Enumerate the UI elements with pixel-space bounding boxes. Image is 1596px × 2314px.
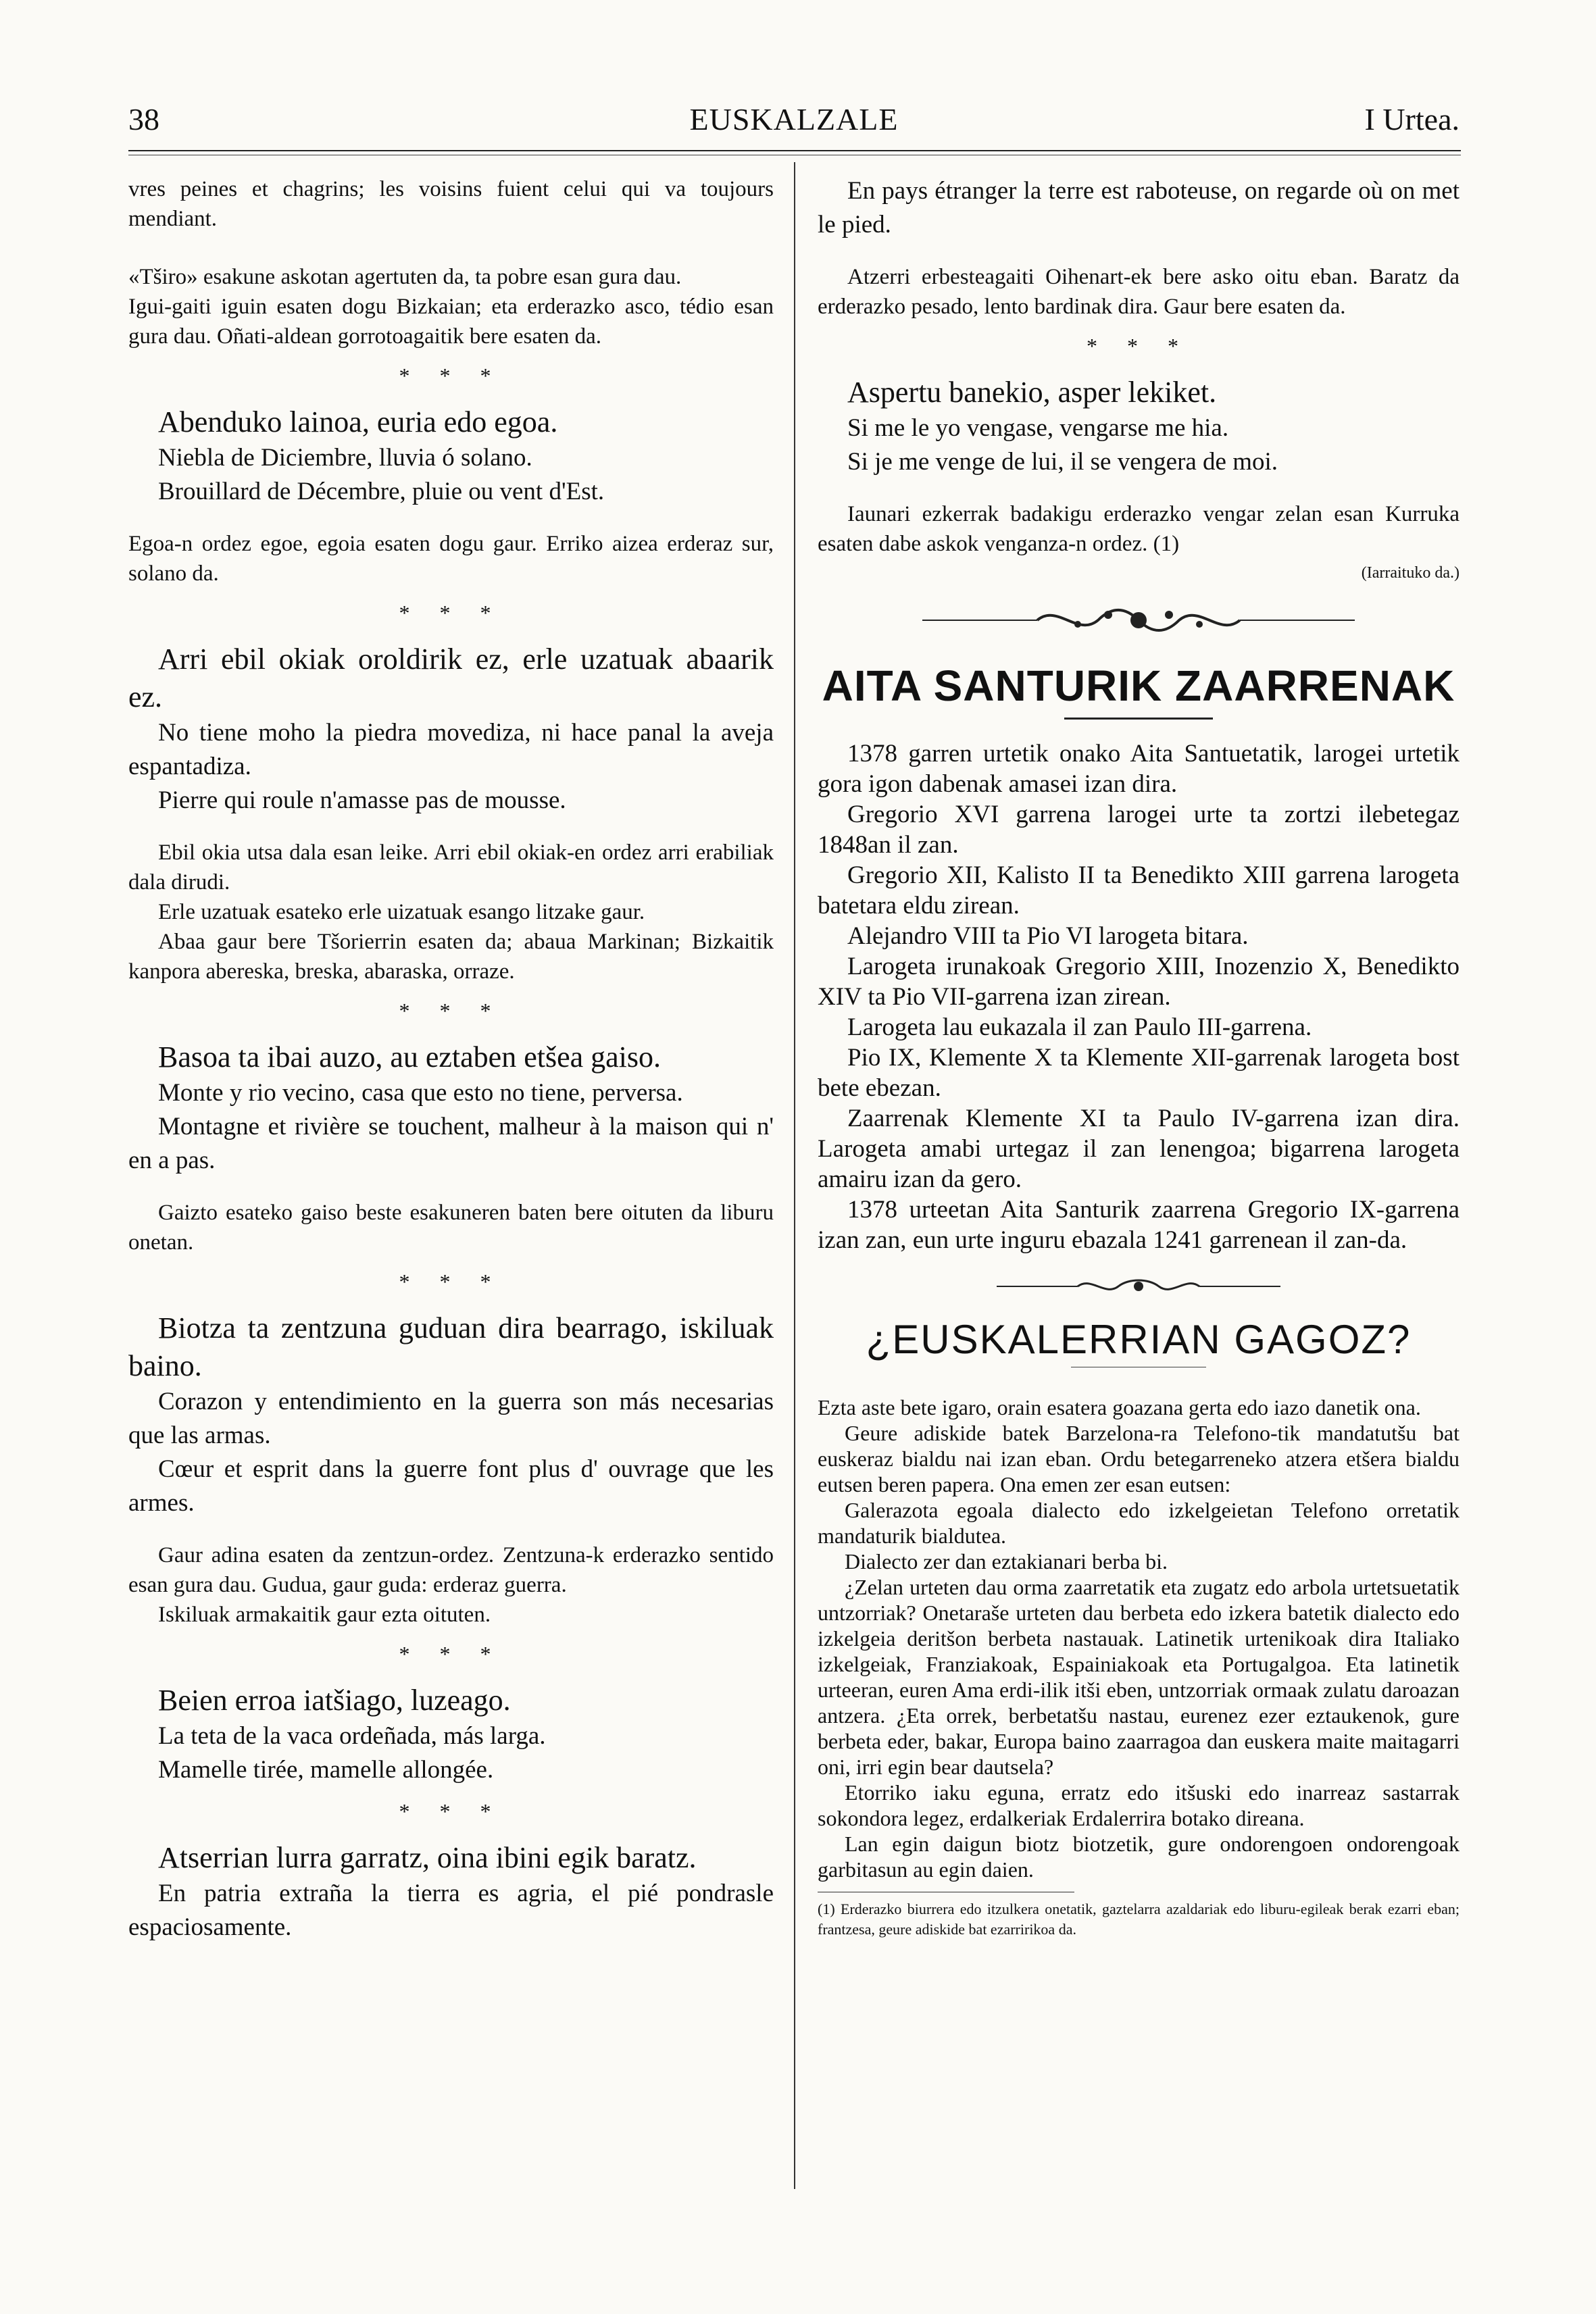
ornament-divider-icon [922,600,1355,640]
paragraph: Igui-gaiti iguin esaten dogu Bizkaian; eta erderazko asco, tédio esan gura dau. Oñati-aldean gorrotoagaitik bere esaten da. [128,295,774,349]
proverb-basque: Abenduko lainoa, euria edo egoa. [158,405,558,438]
paragraph: Pio IX, Klemente X ta Klemente XII-garrenak larogeta bost bete ebezan. [818,1044,1460,1102]
section-separator: * * * [399,1799,503,1823]
paragraph: vres peines et chagrins; les voisins fuient celui qui va toujours mendiant. [128,177,774,231]
paragraph: Zaarrenak Klemente XI ta Paulo IV-garrena izan dira. Larogeta amabi urtegaz il zan lenengoa; bigarrena larogeta amairu izan da gero. [818,1105,1460,1193]
paragraph: Lan egin daigun biotz biotzetik, gure ondorengoen ondorengoak garbitasun au egin daien. [818,1832,1460,1882]
paragraph: Larogeta irunakoak Gregorio XIII, Inozenzio X, Benedikto XIV ta Pio VII-garrena izan zirean. [818,953,1460,1011]
paragraph: Galerazota egoala dialecto edo izkelgeietan Telefono orretatik mandaturik bialdutea. [818,1498,1460,1548]
proverb-spanish: Niebla de Diciembre, lluvia ó solano. [158,444,532,472]
column-divider [794,162,795,2189]
proverb-note: Abaa gaur bere Tšorierrin esaten da; abaua Markinan; Bizkaitik kanpora abereska, breska, abaraska, orraze. [128,930,774,984]
section-separator: * * * [399,1269,503,1294]
proverb-spanish: Corazon y entendimiento en la guerra son más necesarias que las armas. [128,1388,774,1449]
proverb-basque: Biotza ta zentzuna guduan dira bearrago, iskiluak baino. [128,1311,774,1382]
paragraph: 1378 garren urtetik onako Aita Santuetatik, larogei urtetik gora igon dabenak amasei izan dira. [818,740,1460,798]
proverb-note: Egoa-n ordez egoe, egoia esaten dogu gaur. Erriko aizea erderaz sur, solano da. [128,532,774,586]
header-rule [128,150,1461,151]
paragraph: Dialecto zer dan eztakianari berba bi. [845,1549,1168,1574]
left-column [128,174,774,1944]
proverb-spanish: Monte y rio vecino, casa que esto no tiene, perversa. [158,1079,683,1107]
footnote: (1) Erderazko biurrera edo itzulkera onetatik, gaztelarra azaldariak edo liburu-egileak berak ezarri eban; frantzesa, geure adiskide bat ezarririkoa da. [818,1901,1460,1938]
article-title: ¿EUSKALERRIAN GAGOZ? [866,1317,1412,1362]
proverb-basque: Beien erroa iatšiago, luzeago. [158,1684,511,1717]
proverb-basque: Arri ebil okiak oroldirik ez, erle uzatuak abaarik ez. [128,643,774,713]
proverb-note: Erle uzatuak esateko erle uizatuak esango litzake gaur. [158,900,645,924]
paragraph: Alejandro VIII ta Pio VI larogeta bitara. [847,922,1249,950]
paragraph: Gregorio XVI garrena larogei urte ta zortzi ilebetegaz 1848an il zan. [818,801,1460,859]
section-separator: * * * [399,1642,503,1666]
proverb-note: Gaur adina esaten da zentzun-ordez. Zentzuna-k erderazko sentido esan gura dau. Gudua, gaur guda: erderaz guerra. [128,1543,774,1597]
proverb-basque: Basoa ta ibai auzo, au eztaben etšea gaiso. [158,1040,662,1074]
ornament-divider-icon [997,1273,1280,1300]
page-number: 38 [128,102,159,136]
proverb-french: Cœur et esprit dans la guerre font plus d' ouvrage que les armes. [128,1455,774,1517]
article-title: AITA SANTURIK ZAARRENAK [822,661,1455,710]
paragraph: Etorriko iaku eguna, erratz edo itšuski edo inarreaz sastarrak sokondora legez, erdalkeriak Erdalerrira botako direana. [818,1780,1460,1830]
paragraph: Ezta aste bete igaro, orain esatera goazana gerta edo iazo danetik ona. [818,1395,1421,1419]
running-header [128,101,1460,149]
proverb-spanish: En patria extraña la tierra es agria, el pié pondrasle espaciosamente. [128,1880,774,1941]
proverb-french: En pays étranger la terre est raboteuse, on regarde où on met le pied. [818,177,1460,238]
proverb-spanish: No tiene moho la piedra movediza, ni hace panal la aveja espantadiza. [128,719,774,780]
proverb-note: Ebil okia utsa dala esan leike. Arri ebil okiak-en ordez arri erabiliak dala dirudi. [128,840,774,895]
proverb-french: Mamelle tirée, mamelle allongée. [158,1756,494,1784]
proverb-basque: Atserrian lurra garratz, oina ibini egik baratz. [158,1841,697,1874]
proverb-french: Montagne et rivière se touchent, malheur à la maison qui n' en a pas. [128,1113,774,1174]
proverb-french: Brouillard de Décembre, pluie ou vent d'Est. [158,478,605,505]
section-separator: * * * [1087,334,1191,358]
paragraph: Gregorio XII, Kalisto II ta Benedikto XIII garrena larogeta batetara eldu zirean. [818,861,1460,920]
proverb-note: Iskiluak armakaitik gaur ezta oituten. [158,1603,491,1627]
continuation-note: (Iarraituko da.) [1361,564,1460,582]
proverb-basque: Aspertu banekio, asper lekiket. [847,376,1217,409]
volume-label: I Urtea. [1364,102,1460,136]
proverb-note: Gaizto esateko gaiso beste esakuneren baten bere oituten da liburu onetan. [128,1201,774,1255]
proverb-french: Pierre qui roule n'amasse pas de mousse. [158,786,566,814]
title-rule [1064,718,1213,720]
paragraph: 1378 urteetan Aita Santurik zaarrena Gregorio IX-garrena izan zan, eun urte inguru ebazala 1241 garrenean il zan-da. [818,1196,1460,1254]
paragraph: ¿Zelan urteten dau orma zaarretatik eta zugatz edo arbola urtetsuetatik untzorriak? Onetaraše urteten dau berbeta edo izkera batetik dialecto edo izkelgeia deritšon berbeta nastauak. Latinetik urtenikoak dira Italiako izkelgeiak, Franziakoak, Espainiakoak eta Portugalgoa. Eta latinetik urteeran, euren Ama erdi-ilik itši eben, untzorriak ormaak zulatu daroazan antzera. ¿Eta orrek, berbetatšu nastau, eurenez ezer eztaukenok, gure berbeta eder, bakar, Europa baino zaarragoa dan euskera maite maitagarri oni, irri egin bear dautsela? [818,1575,1460,1779]
proverb-note: Atzerri erbesteagaiti Oihenart-ek bere asko oitu eban. Baratz da erderazko pesado, lento bardinak dira. Gaur bere esaten da. [818,265,1460,319]
proverb-french: Si je me venge de lui, il se vengera de moi. [847,448,1278,476]
paragraph: Larogeta lau eukazala il zan Paulo III-garrena. [847,1013,1312,1041]
proverb-note: Iaunari ezkerrak badakigu erderazko vengar zelan esan Kurruka esaten dabe askok venganza-n ordez. (1) [818,502,1460,556]
paragraph: «Tširo» esakune askotan agertuten da, ta pobre esan gura dau. [128,265,682,289]
proverb-spanish: La teta de la vaca ordeñada, más larga. [158,1722,546,1750]
right-column [818,174,1460,1940]
section-separator: * * * [399,601,503,625]
proverb-spanish: Si me le yo vengase, vengarse me hia. [847,414,1229,442]
section-separator: * * * [399,999,503,1023]
section-separator: * * * [399,363,503,388]
paragraph: Geure adiskide batek Barzelona-ra Telefono-tik mandatutšu bat euskeraz bialdu nai izan eban. Ordu betegarreneko atzera etšera bialdu eutsen beren papera. Ona emen zer esan eutsen: [818,1421,1460,1496]
journal-title: EUSKALZALE [689,102,899,136]
